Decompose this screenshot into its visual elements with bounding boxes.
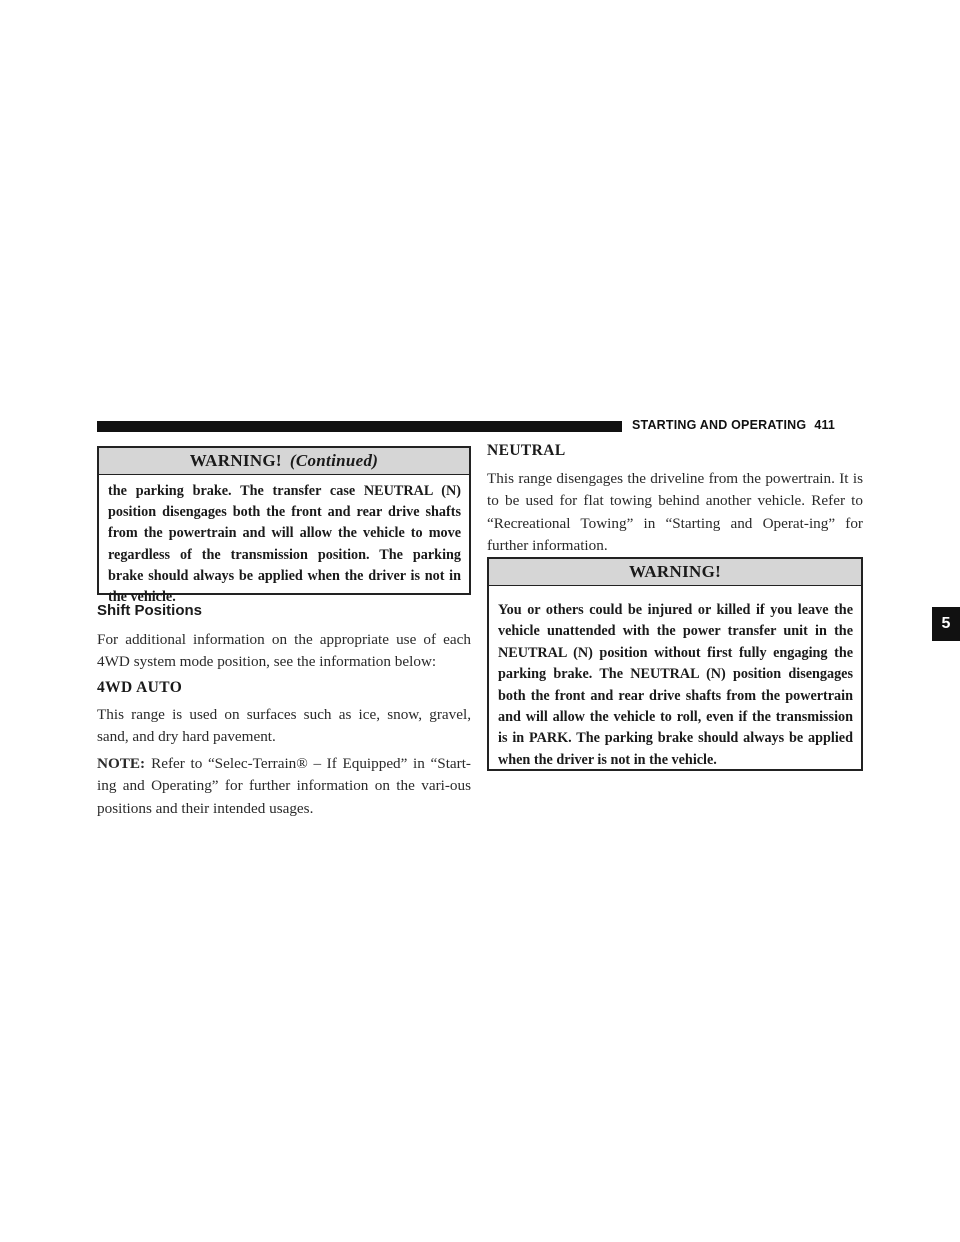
warning-title: WARNING! (628, 562, 722, 581)
warning-text: the parking brake. The transfer case NEUTRAL (N) position disengages both the front and rear drive shafts from the powertrain and will allow the vehicle to move regardless of the transmission position. The parking brake should always be applied when the driver is not in the vehicle. (108, 483, 461, 606)
warning-header (489, 559, 861, 586)
4wd-auto-heading: 4WD AUTO (97, 679, 183, 696)
warning-continued-label: (Continued) (289, 451, 379, 470)
shift-positions-intro: For additional information on the appropriate use of each 4WD system mode position, see the information below: (97, 631, 471, 671)
note-text: Refer to “Selec-Terrain® – If Equipped” in “Start-ing and Operating” for further information on the vari-ous positions and their intended usages. (97, 755, 471, 817)
note-paragraph (97, 753, 471, 820)
warning-title: WARNING! (189, 451, 282, 470)
note-label: NOTE: (97, 755, 146, 772)
header-rule (97, 421, 622, 432)
shift-positions-heading: Shift Positions (97, 602, 202, 619)
warning-box-continued (97, 446, 471, 606)
4wd-auto-body: This range is used on surfaces such as ice, snow, gravel, sand, and dry hard pavement. (97, 706, 471, 746)
neutral-heading: NEUTRAL (487, 442, 566, 459)
neutral-body: This range disengages the driveline from the powertrain. It is to be used for flat towing behind another vehicle. Refer to “Recreational Towing” in “Starting and Operat-ing” for further information. (487, 470, 863, 555)
warning-text: You or others could be injured or killed if you leave the vehicle unattended with the power transfer unit in the NEUTRAL (N) position without first fully engaging the parking brake. The NEUTRAL (N) position disengages both the front and rear drive shafts from the powertrain and will allow the vehicle to roll, even if the transmission is in PARK. The parking brake should always be applied when the driver is not in the vehicle. (498, 602, 853, 768)
page-number: 411 (814, 418, 836, 432)
section-title: STARTING AND OPERATING (632, 418, 807, 432)
chapter-tab: 5 (932, 607, 960, 641)
warning-box-neutral (487, 557, 863, 771)
warning-header (99, 448, 469, 475)
running-header (632, 418, 872, 432)
